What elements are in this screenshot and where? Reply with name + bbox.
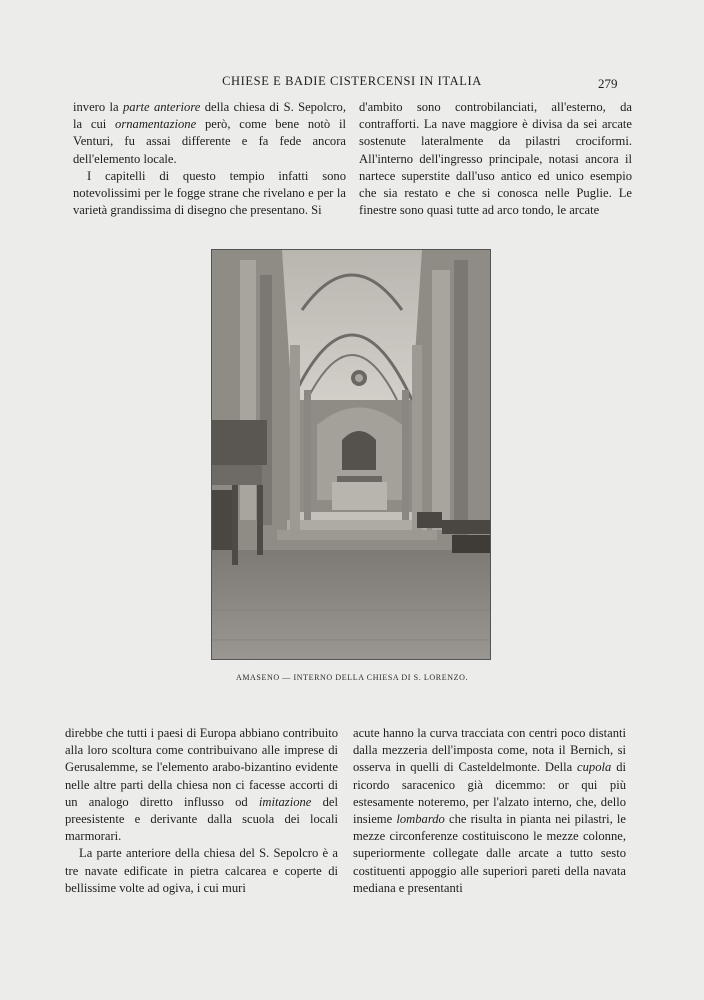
paragraph: [353, 725, 626, 897]
italic-text-run: parte anteriore: [123, 100, 201, 114]
paragraph: [65, 845, 338, 897]
paragraph: [65, 725, 338, 845]
text-run: d'ambito sono controbilanciati, all'esterno, da contrafforti. La nave maggiore è divisa da sei arcate sostenute lateralmente da pilastri crociformi. All'interno dell'ingresso principale, notasi ancora il nartece superstite dall'uso antico ed unico esempio che sia restato e che si conosca nelle Puglie. Le finestre sono quasi tutte ad arco tondo, le arcate: [359, 100, 632, 218]
text-column-bottom-left: [65, 725, 338, 897]
text-run: che risulta in pianta nei pilastri, le mezze circonferenze costituiscono le mezze colonne, superiormente collegate dalle arcate a tutto sesto costituenti appoggio alle superiori pareti della navata mediana e presentanti: [353, 812, 626, 895]
text-run: però, come bene notò il Venturi, fu assai differente e fa fede ancora dell'elemento locale.: [73, 117, 347, 166]
italic-text-run: cupola: [577, 760, 612, 775]
text-run: del preesistente e derivante dalla scuola dei locali marmorari.: [65, 794, 338, 844]
paragraph: [73, 168, 346, 220]
text-column-bottom-right: [353, 725, 626, 897]
text-run: direbbe che tutti i paesi di Europa abbiano contribuito alla loro scoltura come contribuivano alle imprese di Gerusalemme, se l'elemento arabo-bizantino evidente nelle altre parti della chiesa non ci facesse accorti di un analogo diretto influsso od: [65, 726, 338, 809]
text-run: della chiesa di S. Sepolcro, la cui: [73, 100, 346, 132]
text-column-top-right: [359, 99, 632, 219]
church-interior-photo: [211, 249, 491, 660]
text-run: acute hanno la curva tracciata con centri poco distanti dalla mezzeria dell'imposta come, nota il Bernich, si osserva in quelli di Casteldelmonte. Della: [353, 726, 626, 775]
text-run: invero la: [73, 100, 123, 114]
text-run: di ricordo saracenico già dicemmo: or qui più estesamente noteremo, per l'alzato interno, che, dello insieme: [353, 760, 626, 827]
paragraph: [73, 99, 346, 168]
italic-text-run: lombardo: [396, 812, 445, 827]
text-run: La parte anteriore della chiesa del S. Sepolcro è a tre navate edificate in pietra calcarea e coperte di bellissime volte ad ogiva, i cui muri: [65, 846, 338, 895]
running-title: CHIESE E BADIE CISTERCENSI IN ITALIA: [222, 74, 482, 88]
page-number: 279: [598, 76, 618, 91]
figure-caption: AMASENO — INTERNO DELLA CHIESA DI S. LORENZO.: [235, 673, 469, 682]
text-column-top-left: [73, 99, 346, 219]
text-run: I capitelli di questo tempio infatti sono notevolissimi per le fogge strane che rivelano e per la varietà grandissima di disegno che presentano. Si: [73, 168, 346, 218]
italic-text-run: imitazione: [258, 794, 312, 809]
italic-text-run: ornamentazione: [115, 117, 197, 132]
paragraph: [359, 99, 632, 219]
